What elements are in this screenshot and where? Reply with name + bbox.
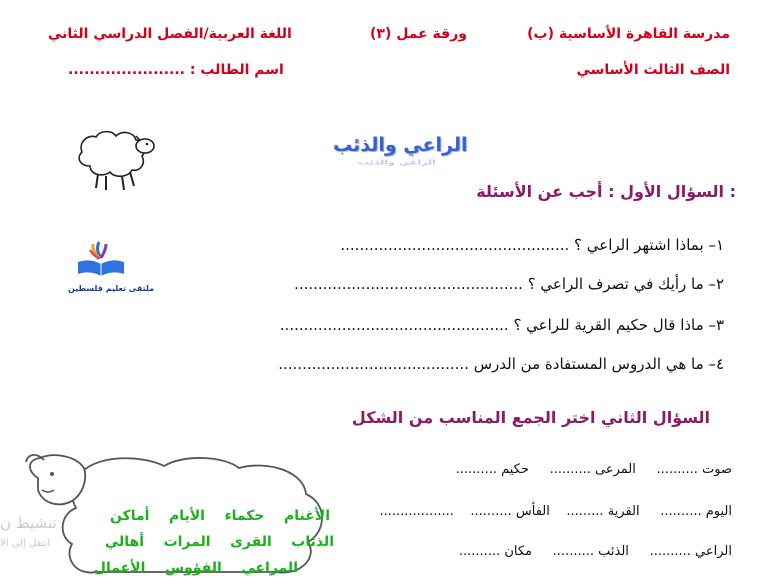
word-bank-row <box>110 508 330 524</box>
exercise-word: المرعى .......... <box>549 462 636 477</box>
question-1-item <box>340 236 724 254</box>
exercise-word: القرية ......... <box>566 504 640 519</box>
plural-exercise-row <box>459 544 732 559</box>
answer-dots: ........................................ <box>278 355 469 373</box>
word-bank-word: الذئاب <box>291 534 334 550</box>
worksheet-number: ورقة عمل (٣) <box>370 26 467 42</box>
item-number: ١– <box>708 236 724 254</box>
student-dots: ...................... <box>68 62 186 78</box>
word-bank-word: الفؤوس <box>164 560 222 576</box>
question-1-item <box>294 275 724 293</box>
item-text: ما رأيك في تصرف الراعي ؟ <box>527 275 704 293</box>
word-bank-row <box>105 534 334 550</box>
word-bank-word: أهالي <box>104 534 145 550</box>
item-number: ٣– <box>708 316 724 334</box>
word-bank-row <box>94 560 298 576</box>
word-bank-word: الأيام <box>168 508 205 524</box>
word-bank-word: الأعمال <box>93 560 146 576</box>
book-logo-icon <box>68 238 134 280</box>
activation-watermark-title: تنشيط ن <box>0 514 57 532</box>
plural-exercise-row <box>379 504 732 519</box>
plural-exercise-row <box>456 462 732 477</box>
word-bank-word: المراعي <box>241 560 298 576</box>
question-1-item <box>278 355 724 373</box>
activation-watermark-subtitle: انتقل إلى الا <box>0 538 51 549</box>
question-1-item <box>280 316 724 334</box>
logo-caption: ملتقى تعليم فلسطين <box>68 284 155 293</box>
exercise-word: الفأس .......... <box>470 504 550 519</box>
word-bank-word: حكماء <box>224 508 265 524</box>
student-name-label <box>68 62 284 78</box>
answer-dots: ................................................ <box>279 316 509 334</box>
answer-dots: ................................................ <box>294 275 523 293</box>
question-2-heading: السؤال الثاني اختر الجمع المناسب من الشكل <box>351 408 710 427</box>
item-text: ما هي الدروس المستفادة من الدرس <box>473 355 704 373</box>
sheep-illustration <box>70 122 160 194</box>
logo <box>68 238 155 294</box>
lesson-title: الراعي والذئب <box>333 134 468 156</box>
word-bank-word: أماكن <box>109 508 150 524</box>
student-label: اسم الطالب : <box>189 62 284 78</box>
exercise-word: مكان .......... <box>458 544 532 559</box>
exercise-word: الذئب .......... <box>552 544 629 559</box>
grade-label: الصف الثالث الأساسي <box>576 62 730 78</box>
lesson-title-shadow: الراعي والذئب <box>358 158 436 167</box>
word-bank-word: القرى <box>230 534 272 550</box>
school-name: مدرسة القاهرة الأساسية (ب) <box>527 26 730 42</box>
item-number: ٤– <box>708 355 724 373</box>
question-1-heading: السؤال الأول : أجب عن الأسئلة : <box>476 182 736 201</box>
item-text: بماذا اشتهر الراعي ؟ <box>574 236 704 254</box>
word-bank-word: المرات <box>163 534 211 550</box>
exercise-word: صوت .......... <box>656 462 732 477</box>
exercise-word: حكيم .......... <box>455 462 529 477</box>
exercise-word: .................. <box>379 504 454 519</box>
exercise-word: الراعي .......... <box>649 544 732 559</box>
item-text: ماذا قال حكيم القرية للراعي ؟ <box>513 316 704 334</box>
subject-term: اللغة العربية/الفصل الدراسي الثاني <box>48 26 292 42</box>
exercise-word: اليوم .......... <box>660 504 732 519</box>
word-bank-word: الأغنام <box>283 508 330 524</box>
answer-dots: ................................................ <box>340 236 570 254</box>
item-number: ٢– <box>708 275 724 293</box>
